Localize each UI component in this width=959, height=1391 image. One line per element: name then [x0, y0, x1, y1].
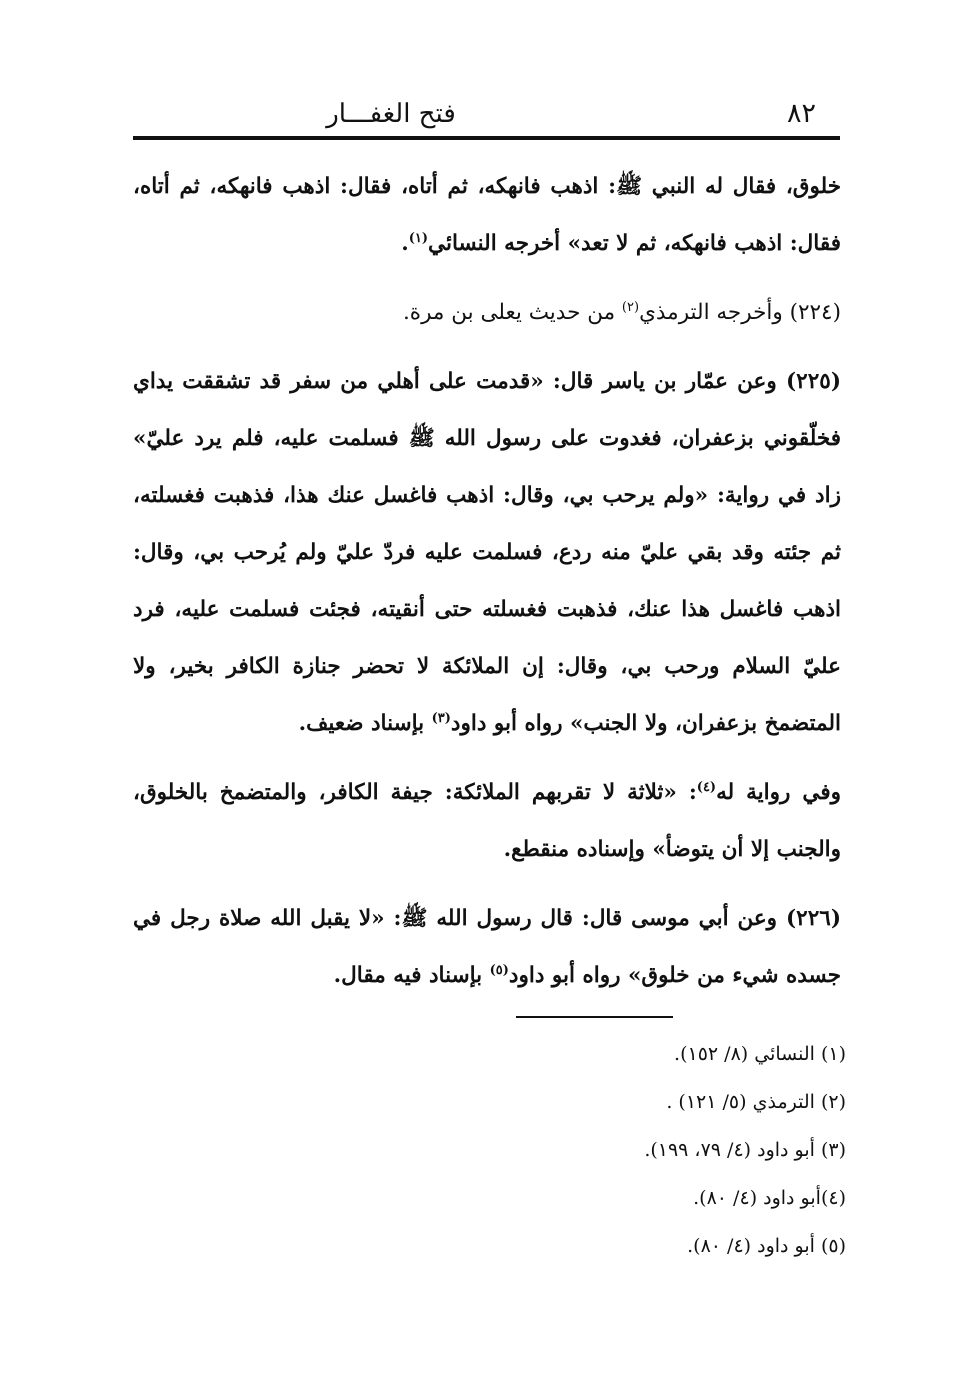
paragraph-text: (٢٢٦) وعن أبي موسى قال: قال رسول الله ﷺ: «لا يقبل الله صلاة رجل في جسده شيء من خلوق» رواه أبو داود — [133, 906, 841, 988]
footnote: (٢) الترمذي (٥/ ١٢١) . — [666, 1091, 846, 1113]
paragraph-text: وفي رواية له — [716, 780, 841, 805]
paragraph-tail: بإسناد فيه مقال. — [333, 963, 490, 988]
footnote-ref[interactable]: (١) — [408, 230, 429, 246]
paragraph-tail: من حديث يعلى بن مرة. — [402, 300, 622, 325]
paragraph-text: خلوق، فقال له النبي ﷺ: اذهب فانهكه، ثم أتاه، فقال: اذهب فانهكه، ثم أتاه، فقال: اذهب فانهكه، ثم لا تعد» أخرجه النسائي — [133, 174, 841, 256]
paragraph — [133, 764, 841, 878]
paragraph-tail: بإسناد ضعيف. — [298, 711, 432, 736]
footnote: (٤)أبو داود (٤/ ٨٠). — [693, 1187, 846, 1209]
paragraph — [133, 284, 841, 341]
paragraph-tail: . — [401, 231, 409, 256]
header-rule — [133, 136, 840, 140]
footnote-ref[interactable]: (٥) — [489, 962, 509, 978]
running-title: فتح الغفـــار — [326, 99, 456, 129]
paragraph-text: (٢٢٤) وأخرجه الترمذي — [639, 300, 841, 325]
paragraph — [133, 158, 841, 272]
footnote: (٥) أبو داود (٤/ ٨٠). — [687, 1235, 846, 1257]
footnote-ref[interactable]: (٣) — [431, 710, 451, 726]
paragraph-text: (٢٢٥) وعن عمّار بن ياسر قال: «قدمت على أهلي من سفر قد تشققت يداي فخلّقوني بزعفران، فغدوت على رسول الله ﷺ فسلمت عليه، فلم يرد عليّ» زاد في رواية: «ولم يرحب بي، وقال: اذهب فاغسل عنك هذا، فذهبت فغسلته، ثم جئته وقد بقي عليّ منه ردع، فسلمت عليه فردّ عليّ ولم يُرحب بي، وقال: اذهب فاغسل هذا عنك، فذهبت فغسلته حتى أنقيته، فجئت فسلمت عليه، فرد عليّ السلام ورحب بي، وقال: إن الملائكة لا تحضر جنازة الكافر بخير، ولا المتضمخ بزعفران، ولا الجنب» رواه أبو داود — [133, 369, 841, 736]
paragraph — [133, 890, 841, 1004]
footnote: (٣) أبو داود (٤/ ٧٩، ١٩٩). — [644, 1139, 846, 1161]
footnote-ref[interactable]: (٤) — [696, 779, 717, 795]
footnote-ref[interactable]: (٢) — [621, 299, 640, 315]
page-number: ٨٢ — [786, 98, 816, 129]
footnote-rule — [516, 1016, 673, 1018]
footnotes — [426, 1030, 846, 1270]
running-header — [133, 96, 840, 136]
body-text — [133, 158, 841, 1016]
paragraph — [133, 353, 841, 752]
footnote: (١) النسائي (٨/ ١٥٢). — [674, 1043, 846, 1065]
paragraph-tail: : «ثلاثة لا تقربهم الملائكة: جيفة الكافر، والمتضمخ بالخلوق، والجنب إلا أن يتوضأ» وإسناده منقطع. — [133, 780, 841, 862]
